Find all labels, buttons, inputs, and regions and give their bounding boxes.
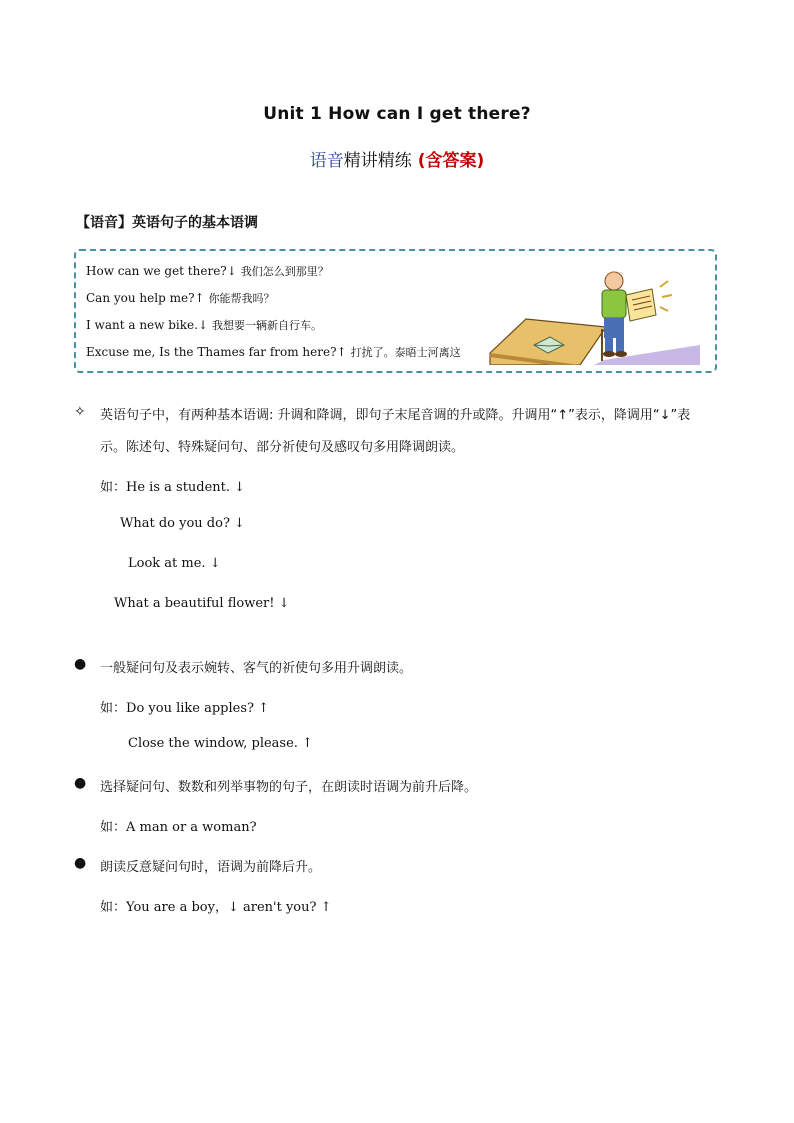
section-heading: 【语音】英语句子的基本语调 (76, 215, 258, 231)
box-line-cn: 我们怎么到那里？ (240, 265, 329, 278)
bullet-icon: ● (74, 855, 87, 871)
rule1-example: What a beautiful flower! ↓ (114, 596, 290, 611)
bullet-icon: ● (74, 775, 87, 791)
box-line (86, 317, 322, 333)
bullet-icon: ● (74, 656, 87, 672)
box-line-en: How can we get there?↓ (86, 264, 237, 278)
diamond-bullet-icon: ✧ (74, 404, 86, 420)
page-title: Unit 1 How can I get there? (263, 104, 531, 124)
example-prefix: 如： (100, 820, 127, 835)
rule4-example (100, 896, 332, 915)
example-text: He is a student. ↓ (126, 480, 246, 495)
rule2-example: Close the window, please. ↑ (128, 736, 313, 751)
boy-reading-paper-illustration (484, 265, 700, 365)
example-text: A man or a woman? (126, 820, 257, 835)
subtitle-black: 精讲精练 (343, 151, 412, 171)
box-line (86, 290, 275, 306)
example-text: You are a boy，↓ aren't you? ↑ (126, 900, 332, 915)
rule1-line2: 示。陈述句、特殊疑问句、部分祈使句及感叹句多用降调朗读。 (100, 440, 465, 455)
rule1-line1: 英语句子中，有两种基本语调: 升调和降调，即句子末尾音调的升或降。升调用“↑”表示，降调用“↓”表 (100, 408, 691, 423)
subtitle-blue: 语音 (309, 151, 344, 171)
box-line-cn: 打扰了。泰晤士河离这 (350, 346, 461, 359)
box-line-en: Can you help me?↑ (86, 291, 205, 305)
rule3-example (100, 816, 257, 835)
rule3-text: 选择疑问句、数数和列举事物的句子，在朗读时语调为前升后降。 (100, 780, 478, 795)
example-prefix: 如： (100, 701, 127, 716)
rule2-text: 一般疑问句及表示婉转、客气的祈使句多用升调朗读。 (100, 661, 413, 676)
example-box (74, 249, 717, 373)
box-line-cn: 你能帮我吗？ (208, 292, 275, 305)
box-line-cn: 我想要一辆新自行车。 (212, 319, 322, 332)
page-subtitle (0, 146, 794, 171)
box-line-en: Excuse me, Is the Thames far from here?↑ (86, 345, 347, 359)
example-text: Do you like apples? ↑ (126, 701, 270, 716)
example-prefix: 如： (100, 480, 127, 495)
box-line (86, 344, 461, 360)
example-prefix: 如： (100, 900, 127, 915)
rule2-example (100, 697, 269, 716)
rule1-example: What do you do? ↓ (120, 516, 245, 531)
rule4-text: 朗读反意疑问句时，语调为前降后升。 (100, 860, 322, 875)
rule1-example: Look at me. ↓ (128, 556, 221, 571)
rule1-example (100, 476, 245, 495)
box-line-en: I want a new bike.↓ (86, 318, 208, 332)
box-line (86, 263, 329, 279)
subtitle-red: (含答案) (417, 151, 485, 171)
